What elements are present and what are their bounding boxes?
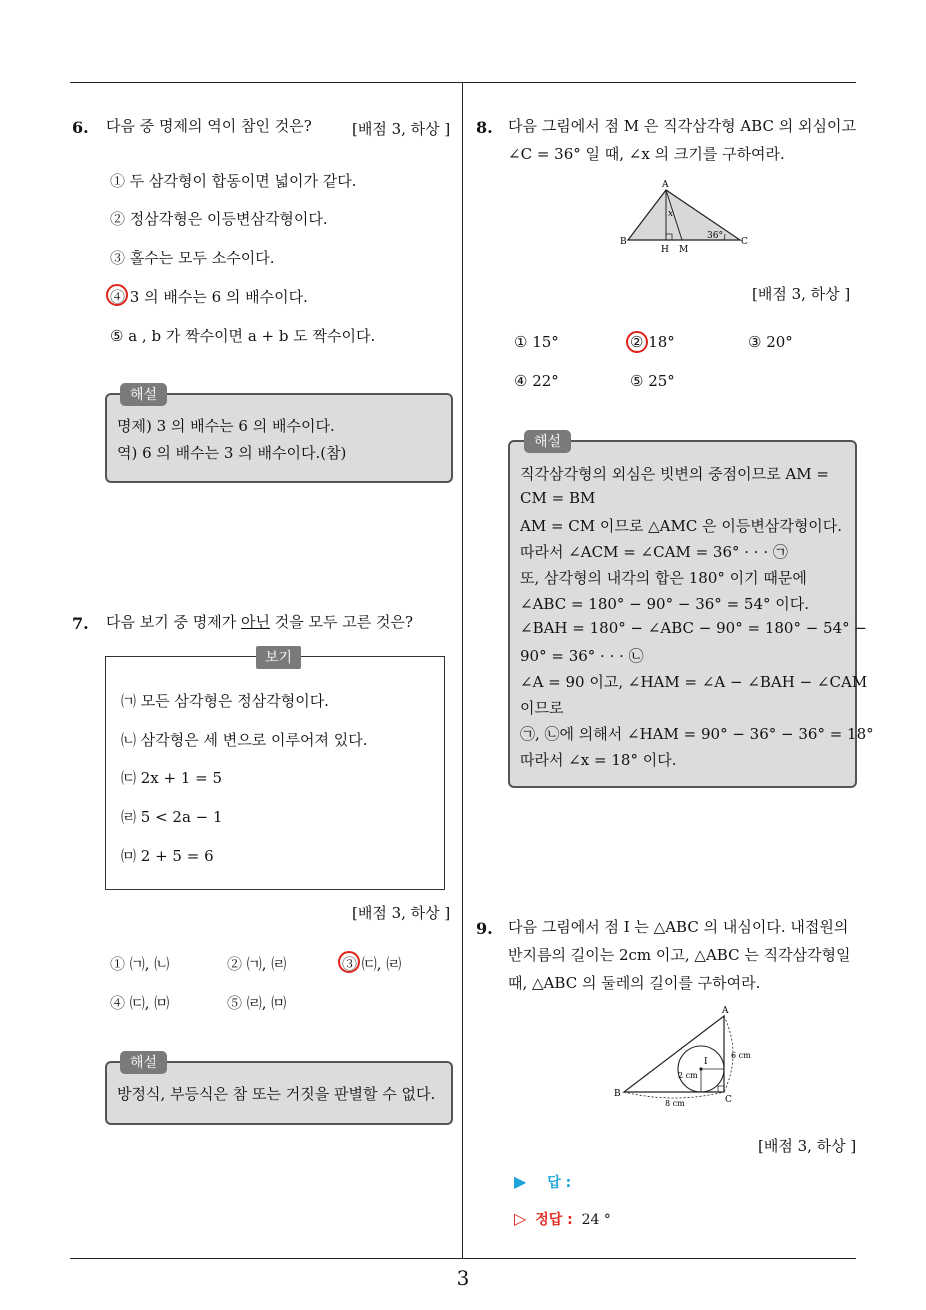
- q7-bogi-item: ㈃ 5 < 2a − 1: [121, 808, 223, 826]
- q9-label-i: I: [704, 1057, 708, 1067]
- q7-option-1[interactable]: ① ㈀, ㈁: [110, 955, 170, 973]
- q7-solution-line: 방정식, 부등식은 참 또는 거짓을 판별할 수 없다.: [117, 1085, 436, 1103]
- q7-option-2[interactable]: ② ㈀, ㈃: [227, 955, 287, 973]
- q6-option-2[interactable]: ② 정삼각형은 이등변삼각형이다.: [110, 210, 328, 228]
- q9-correct-value: 24 °: [581, 1212, 611, 1228]
- q8-solution-line: 따라서 ∠ACM = ∠CAM = 36° · · · ㉠: [520, 543, 788, 561]
- bottom-rule: [70, 1258, 856, 1259]
- q9-label-radius: 2 cm: [678, 1071, 698, 1080]
- q6-score: [배점 3, 하상 ]: [352, 120, 451, 138]
- q7-option-5[interactable]: ⑤ ㈃, ㈄: [227, 994, 287, 1012]
- q8-solution-line: ∠ABC = 180° − 90° − 36° = 54° 이다.: [520, 595, 810, 613]
- q9-answer-row: [514, 1172, 571, 1192]
- q6-number: 6.: [72, 118, 89, 137]
- q8-solution-tag: 해설: [524, 430, 571, 453]
- q8-label-m: M: [679, 245, 689, 255]
- q9-score: [배점 3, 하상 ]: [758, 1137, 857, 1155]
- q6-solution-line: 역) 6 의 배수는 3 의 배수이다.(참): [117, 444, 347, 462]
- q8-number: 8.: [476, 118, 493, 137]
- q8-solution-line: ∠BAH = 180° − ∠ABC − 90° = 180° − 54° −: [520, 619, 867, 637]
- q8-solution-line: CM = BM: [520, 489, 596, 507]
- q7-bogi-item: ㈄ 2 + 5 = 6: [121, 847, 214, 865]
- q8-question-line: 다음 그림에서 점 M 은 직각삼각형 ABC 의 외심이고: [508, 117, 856, 135]
- q8-solution-line: ㉠, ㉡에 의해서 ∠HAM = 90° − 36° − 36° = 18°: [520, 725, 874, 743]
- q8-solution-line: AM = CM 이므로 △AMC 은 이등변삼각형이다.: [520, 517, 843, 535]
- q8-label-angle: 36°: [707, 231, 723, 241]
- column-divider: [462, 82, 463, 1258]
- q6-question: 다음 중 명제의 역이 참인 것은?: [106, 117, 312, 135]
- q9-label-c: C: [725, 1095, 732, 1105]
- q8-label-h: H: [661, 245, 669, 255]
- q7-question: 다음 보기 중 명제가 아닌 것을 모두 고른 것은?: [106, 613, 414, 631]
- q7-option-3[interactable]: ③ ㈂, ㈃: [342, 955, 402, 973]
- q9-question-line: 때, △ABC 의 둘레의 길이를 구하여라.: [508, 974, 761, 992]
- q8-question-line: ∠C = 36° 일 때, ∠x 의 크기를 구하여라.: [508, 145, 785, 163]
- q8-label-a: A: [662, 180, 669, 190]
- q9-label-b: B: [614, 1089, 621, 1099]
- q8-option-3[interactable]: ③ 20°: [748, 333, 793, 351]
- q7-score: [배점 3, 하상 ]: [352, 904, 451, 922]
- q7-solution-tag: 해설: [120, 1051, 167, 1074]
- q8-score: [배점 3, 하상 ]: [752, 285, 851, 303]
- q9-label-a: A: [722, 1006, 729, 1016]
- q8-solution-line: ∠A = 90 이고, ∠HAM = ∠A − ∠BAH − ∠CAM: [520, 673, 868, 691]
- q7-underlined-word: 아닌: [241, 613, 270, 631]
- q6-solution-box: [105, 393, 453, 483]
- q8-solution-line: 직각삼각형의 외심은 빗변의 중점이므로 AM =: [520, 465, 829, 483]
- q9-question-line: 반지름의 길이는 2cm 이고, △ABC 는 직각삼각형일: [508, 946, 851, 964]
- page-number: 3: [456, 1266, 470, 1290]
- q8-label-c: C: [741, 237, 748, 247]
- q8-option-1[interactable]: ① 15°: [514, 333, 559, 351]
- play-arrow-icon: ▶: [514, 1172, 527, 1191]
- q8-solution-line: 또, 삼각형의 내각의 합은 180° 이기 때문에: [520, 569, 807, 587]
- q9-correct-row: [514, 1209, 611, 1229]
- q9-label-side-bc: 8 cm: [665, 1099, 685, 1108]
- q8-option-5[interactable]: ⑤ 25°: [630, 372, 675, 390]
- q9-correct-label: 정답 :: [535, 1212, 573, 1228]
- q6-option-4[interactable]: ④ 3 의 배수는 6 의 배수이다.: [110, 288, 308, 306]
- q7-bogi-item: ㈀ 모든 삼각형은 정삼각형이다.: [121, 692, 329, 710]
- q7-bogi-item: ㈂ 2x + 1 = 5: [121, 769, 223, 787]
- q8-solution-line: 따라서 ∠x = 18° 이다.: [520, 751, 677, 769]
- q8-triangle-figure: [610, 176, 760, 256]
- q7-option-4[interactable]: ④ ㈂, ㈄: [110, 994, 170, 1012]
- q9-question-line: 다음 그림에서 점 I 는 △ABC 의 내심이다. 내접원의: [508, 918, 849, 936]
- q9-incircle-figure: [610, 1002, 770, 1112]
- q8-label-x: x: [668, 209, 674, 219]
- top-rule: [70, 82, 856, 83]
- q8-solution-line: 이므로: [520, 699, 564, 717]
- q7-bogi-item: ㈁ 삼각형은 세 변으로 이루어져 있다.: [121, 731, 368, 749]
- q7-number: 7.: [72, 614, 89, 633]
- q6-option-5[interactable]: ⑤ a , b 가 짝수이면 a + b 도 짝수이다.: [110, 327, 376, 345]
- q8-option-2[interactable]: ② 18°: [630, 333, 675, 351]
- q7-bogi-tag: 보기: [256, 646, 301, 669]
- q9-label-side-ac: 6 cm: [731, 1051, 751, 1060]
- outline-arrow-icon: ▷: [514, 1209, 527, 1228]
- q6-option-3[interactable]: ③ 홀수는 모두 소수이다.: [110, 249, 275, 267]
- q9-answer-label: 답 :: [547, 1175, 572, 1191]
- q6-solution-tag: 해설: [120, 383, 167, 406]
- q8-solution-line: 90° = 36° · · · ㉡: [520, 647, 644, 665]
- q8-label-b: B: [620, 237, 627, 247]
- q9-number: 9.: [476, 919, 493, 938]
- q6-solution-line: 명제) 3 의 배수는 6 의 배수이다.: [117, 417, 335, 435]
- q8-option-4[interactable]: ④ 22°: [514, 372, 559, 390]
- q6-option-1[interactable]: ① 두 삼각형이 합동이면 넓이가 같다.: [110, 172, 357, 190]
